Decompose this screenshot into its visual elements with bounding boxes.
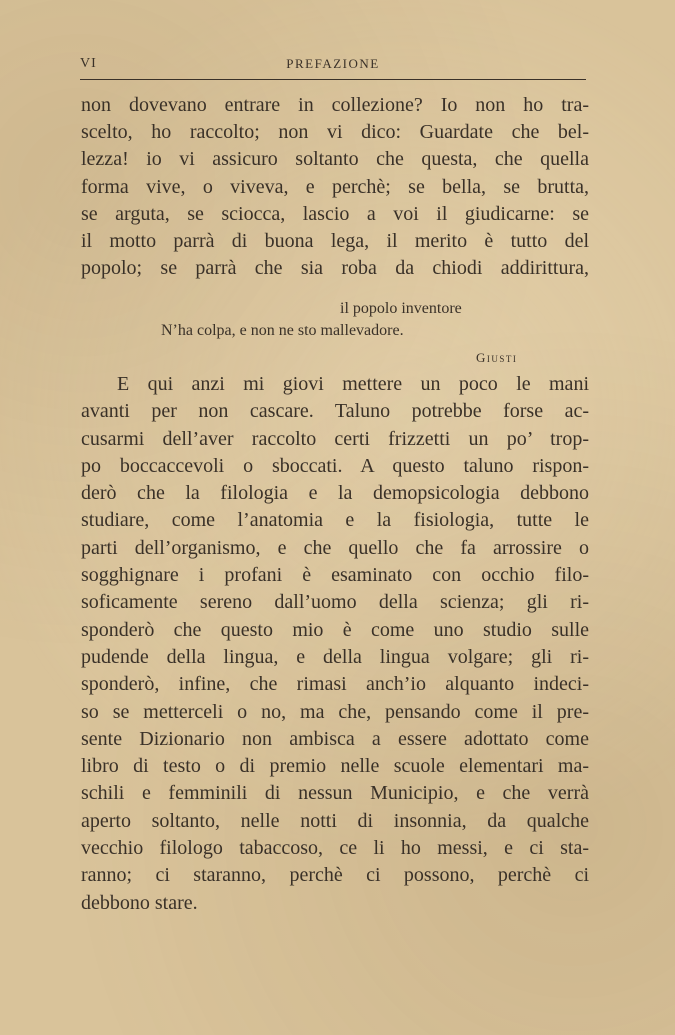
page-number: VI [80,56,97,71]
text-line: parti dell’organismo, e che quello che fa arrossire o [81,536,589,559]
text-line: pudende della lingua, e della lingua volgare; gli ri- [81,645,589,668]
running-title: PREFAZIONE [286,56,380,71]
text-line: libro di testo o di premio nelle scuole elementari ma- [81,755,589,778]
paragraph-1 [81,92,589,282]
text-line: so se metterceli o no, ma che, pensando come il pre- [81,700,589,723]
text-line: soficamente sereno dall’uomo della scienza; gli ri- [81,591,589,614]
text-line: sogghignare i profani è esaminato con occhio filo- [81,564,589,587]
quote-line-1: il popolo inventore [340,300,462,317]
text-line: aperto soltanto, nelle notti di insonnia, da qualche [81,809,589,832]
text-line: avanti per non cascare. Taluno potrebbe forse ac- [81,400,589,423]
text-line: il motto parrà di buona lega, il merito è tutto del [81,230,589,253]
text-line: E qui anzi mi giovi mettere un poco le mani [117,373,589,395]
text-line: scelto, ho raccolto; non vi dico: Guardate che bel- [81,121,589,144]
quote-author: Giusti [476,350,518,365]
text-line: cusarmi dell’aver raccolto certi frizzetti un po’ trop- [81,427,589,450]
quote-line-2: N’ha colpa, e non ne sto mallevadore. [161,322,404,339]
text-line: sponderò, infine, che rimasi anch’io alquanto indeci- [81,673,589,696]
text-line: vecchio filologo tabaccoso, ce li ho messi, e ci sta- [81,837,589,860]
text-line: studiare, come l’anatomia e la fisiologia, tutte le [81,509,589,532]
text-line: popolo; se parrà che sia roba da chiodi addirittura, [81,257,589,280]
text-line: po boccaccevoli o sboccati. A questo taluno rispon- [81,454,589,477]
header-rule [80,79,586,80]
text-line: derò che la filologia e la demopsicologia debbono [81,482,589,505]
text-line: forma vive, o viveva, e perchè; se bella, se brutta, [81,175,589,198]
text-line: lezza! io vi assicuro soltanto che questa, che quella [81,148,589,171]
text-line: sponderò che questo mio è come uno studio sulle [81,618,589,641]
paragraph-2 [81,371,589,917]
page-header [80,56,586,78]
text-line: sente Dizionario non ambisca a essere adottato come [81,727,589,750]
text-line: debbono stare. [81,891,198,914]
text-line: schili e femminili di nessun Municipio, e che verrà [81,782,589,805]
text-line: se arguta, se sciocca, lascio a voi il giudicarne: se [81,202,589,225]
text-line: ranno; ci staranno, perchè ci possono, perchè ci [81,864,589,887]
text-line: non dovevano entrare in collezione? Io non ho tra- [81,94,589,116]
